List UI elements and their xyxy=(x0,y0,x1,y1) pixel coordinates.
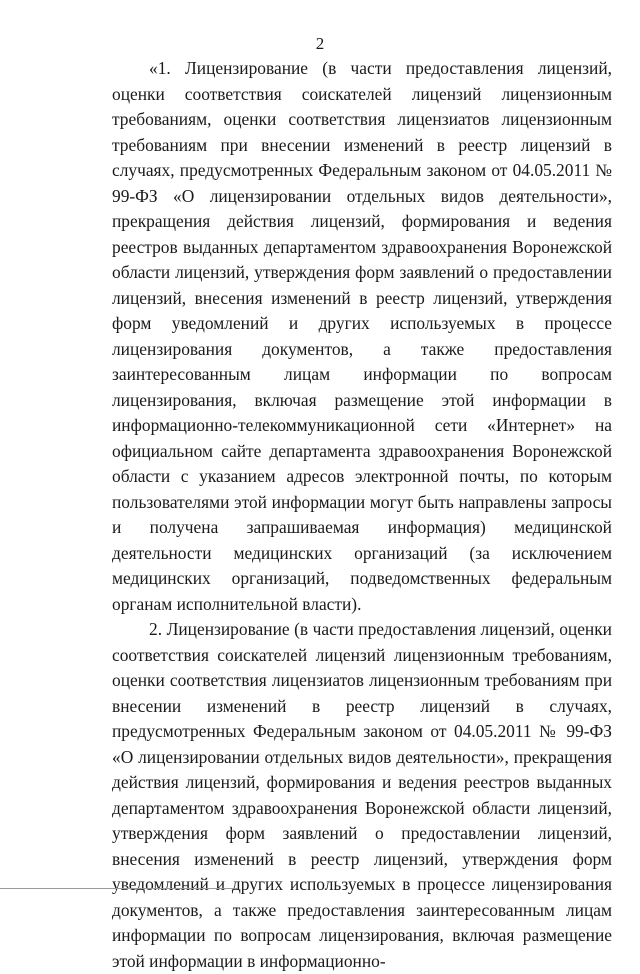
document-body xyxy=(112,56,612,974)
paragraph-2: 2. Лицензирование (в части предоставления лицензий, оценки соответствия соискателей лицензий лицензионным требованиям, оценки соответствия лицензиатов лицензионным требованиям при внесении изменений в реестр лицензий в случаях, предусмотренных Федеральным законом от 04.05.2011 № 99-ФЗ «О лицензировании отдельных видов деятельности», прекращения действия лицензий, формирования и ведения реестров выданных департаментом здравоохранения Воронежской области лицензий, утверждения форм заявлений о предоставлении лицензий, внесения изменений в реестр лицензий, утверждения форм уведомлений и других используемых в процессе лицензирования документов, а также предоставления заинтересованным лицам информации по вопросам лицензирования, включая размещение этой информации в информационно- xyxy=(112,619,612,971)
paragraph-1: «1. Лицензирование (в части предоставления лицензий, оценки соответствия соискателей лицензий лицензионным требованиям, оценки соответствия лицензиатов лицензионным требованиям при внесении изменений в реестр лицензий в случаях, предусмотренных Федеральным законом от 04.05.2011 № 99-ФЗ «О лицензировании отдельных видов деятельности», прекращения действия лицензий, формирования и ведения реестров выданных департаментом здравоохранения Воронежской области лицензий, утверждения форм заявлений о предоставлении лицензий, внесения изменений в реестр лицензий, утверждения форм уведомлений и других используемых в процессе лицензирования документов, а также предоставления заинтересованным лицам информации по вопросам лицензирования, включая размещение этой информации в информационно-телекоммуникационной сети «Интернет» на официальном сайте департамента здравоохранения Воронежской области с указанием адресов электронной почты, по которым пользователями этой информации могут быть направлены запросы и получена запрашиваемая информация) медицинской деятельности медицинских организаций (за исключением медицинских организаций, подведомственных федеральным органам исполнительной власти). xyxy=(112,58,612,614)
footer-divider xyxy=(0,888,238,889)
page-number: 2 xyxy=(315,34,325,53)
